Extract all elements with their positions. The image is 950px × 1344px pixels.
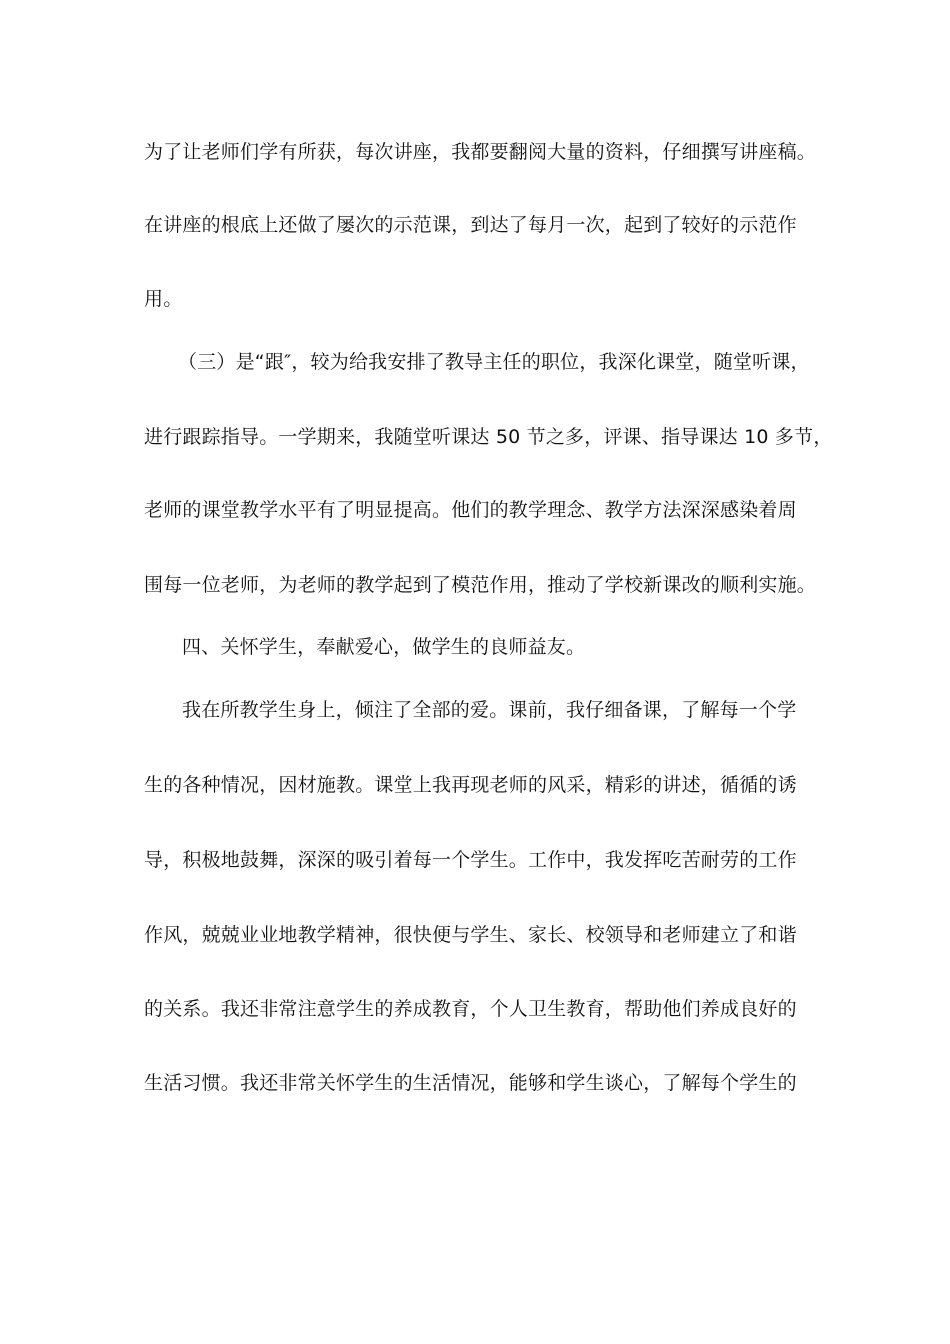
paragraph-line: 用。 — [144, 288, 183, 310]
paragraph-line: 老师的课堂教学水平有了明显提高。他们的教学理念、教学方法深深感染着周 — [144, 499, 797, 521]
paragraph-line: 在讲座的根底上还做了屡次的示范课，到达了每月一次，起到了较好的示范作 — [144, 214, 797, 236]
paragraph-line: （三）是“跟″，较为给我安排了教导主任的职位，我深化课堂，随堂听课， — [178, 351, 810, 373]
paragraph-line: 生活习惯。我还非常关怀学生的生活情况，能够和学生谈心，了解每个学生的 — [144, 1072, 797, 1094]
paragraph-line: 为了让老师们学有所获，每次讲座，我都要翻阅大量的资料，仔细撰写讲座稿。 — [144, 141, 817, 163]
paragraph-line: 的关系。我还非常注意学生的养成教育，个人卫生教育，帮助他们养成良好的 — [144, 998, 797, 1020]
paragraph-line: 作风，兢兢业业地教学精神，很快便与学生、家长、校领导和老师建立了和谐 — [144, 924, 797, 946]
paragraph-line: 围每一位老师，为老师的教学起到了模范作用，推动了学校新课改的顺利实施。 — [144, 574, 817, 596]
paragraph-line: 导，积极地鼓舞，深深的吸引着每一个学生。工作中，我发挥吃苦耐劳的工作 — [144, 849, 797, 871]
section-heading: 四、关怀学生，奉献爱心，做学生的良师益友。 — [182, 636, 586, 658]
paragraph-line: 我在所教学生身上，倾注了全部的爱。课前，我仔细备课，了解每一个学 — [182, 699, 797, 721]
paragraph-line: 进行跟踪指导。一学期来，我随堂听课达 50 节之多，评课、指导课达 10 多节， — [144, 426, 833, 448]
paragraph-line: 生的各种情况，因材施教。课堂上我再现老师的风采，精彩的讲述，循循的诱 — [144, 774, 797, 796]
